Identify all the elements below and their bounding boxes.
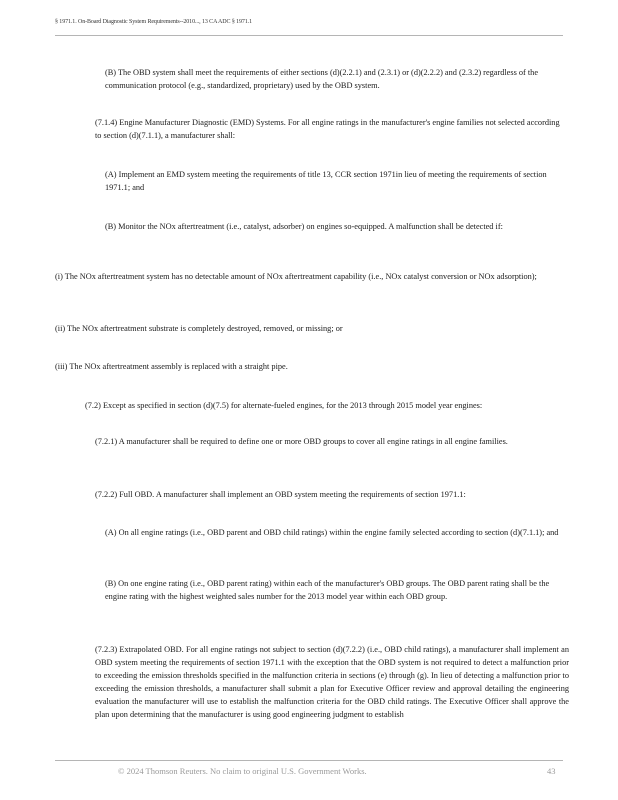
paragraph-obd-parent-rating: (B) On one engine rating (i.e., OBD parent rating) within each of the manufacturer's OBD groups. The OBD parent rating shall be the engine rating with the highest weighted sales number for the 2013 model year within each OBD group. (105, 579, 550, 601)
paragraph-nox-substrate: (ii) The NOx aftertreatment substrate is completely destroyed, removed, or missing; or (55, 324, 343, 333)
footer-copyright: © 2024 Thomson Reuters. No claim to original U.S. Government Works. (118, 766, 367, 776)
paragraph-all-engine-ratings: (A) On all engine ratings (i.e., OBD parent and OBD child ratings) within the engine family selected according to section (d)(7.1.1); and (105, 528, 559, 537)
paragraph-nox-monitor: (B) Monitor the NOx aftertreatment (i.e., catalyst, adsorber) on engines so-equipped. A malfunction shall be detected if: (105, 222, 503, 231)
paragraph-nox-capability: (i) The NOx aftertreatment system has no detectable amount of NOx aftertreatment capability (i.e., NOx catalyst conversion or NOx adsorption); (55, 272, 537, 281)
footer-divider (55, 760, 563, 761)
paragraph-full-obd: (7.2.2) Full OBD. A manufacturer shall implement an OBD system meeting the requirements of section 1971.1: (95, 490, 466, 499)
running-header: § 1971.1. On-Board Diagnostic System Requirements--2010..., 13 CA ADC § 1971.1 (55, 19, 253, 25)
paragraph-nox-straight-pipe: (iii) The NOx aftertreatment assembly is replaced with a straight pipe. (55, 362, 288, 371)
paragraph-emd-systems: (7.1.4) Engine Manufacturer Diagnostic (EMD) Systems. For all engine ratings in the manufacturer's engine families not selected according to section (d)(7.1.1), a manufacturer shall: (95, 118, 560, 140)
header-divider (55, 35, 563, 36)
paragraph-model-years: (7.2) Except as specified in section (d)(7.5) for alternate-fueled engines, for the 2013 through 2015 model year engines: (85, 401, 483, 410)
paragraph-obd-groups: (7.2.1) A manufacturer shall be required to define one or more OBD groups to cover all engine ratings in all engine families. (95, 437, 508, 446)
paragraph-obd-protocol: (B) The OBD system shall meet the requirements of either sections (d)(2.2.1) and (2.3.1) or (d)(2.2.2) and (2.3.2) regardless of the communication protocol (e.g., standardized, proprietary) used by the OBD system. (105, 68, 539, 90)
paragraph-extrapolated-obd: (7.2.3) Extrapolated OBD. For all engine ratings not subject to section (d)(7.2.2) (i.e., OBD child ratings), a manufacturer shall implement an OBD system meeting the requirements of section 1971.1 with the exception that the OBD system is not required to detect a malfunction prior to exceeding the emission thresholds specified in the malfunction criteria in sections (e) through (g). In lieu of detecting a malfunction prior to exceeding the emission thresholds, a manufacturer shall submit a plan for Executive Officer review and approval detailing the engineering evaluation the manufacturer will use to establish the malfunction criteria for the OBD child ratings. The Executive Officer shall approve the plan upon determining that the manufacturer is using good engineering judgment to establish (95, 645, 569, 719)
page-number: 43 (547, 766, 556, 776)
paragraph-emd-implement: (A) Implement an EMD system meeting the requirements of title 13, CCR section 1971in lieu of meeting the requirements of section 1971.1; and (105, 170, 547, 192)
